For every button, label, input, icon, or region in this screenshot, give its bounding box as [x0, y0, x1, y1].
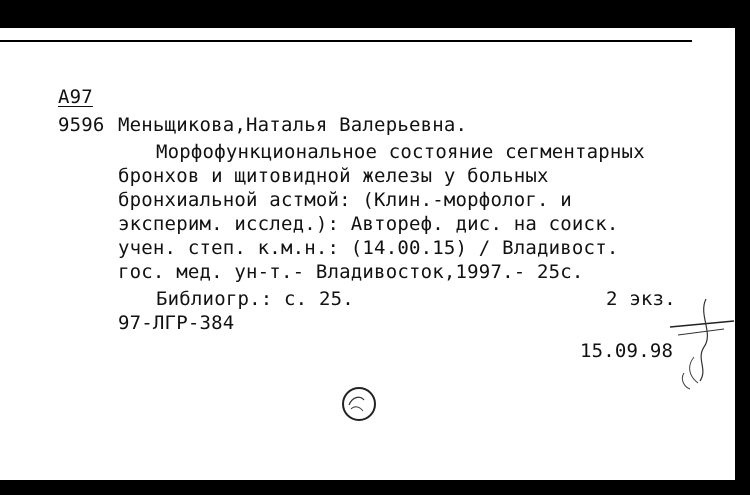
- card-top-edge: [0, 28, 692, 42]
- title-line-3: бронхиальной астмой: (Клин.-морфолог. и: [118, 189, 572, 211]
- author-line: Меньщикова,Наталья Валерьевна.: [118, 114, 468, 136]
- title-line-4: эксперим. исслед.): Автореф. дис. на соиск.: [118, 213, 619, 235]
- handwritten-mark: [668, 295, 736, 395]
- date-stamp: 15.09.98: [580, 340, 674, 362]
- title-line-5: учен. степ. к.м.н.: (14.00.15) / Владивост.: [118, 237, 619, 259]
- title-line-2: бронхов и щитовидной железы у больных: [118, 165, 549, 187]
- accession-number: 97-ЛГР-384: [118, 312, 235, 334]
- card-code: А97: [58, 86, 93, 108]
- title-line-1: Морфофункциональное состояние сегментарных: [156, 141, 645, 163]
- copies-count: 2 экз.: [606, 288, 676, 310]
- bibliography-note: Библиогр.: с. 25.: [156, 288, 354, 310]
- title-line-6: гос. мед. ун-т.- Владивосток,1997.- 25с.: [118, 261, 584, 283]
- inventory-number: 9596: [58, 114, 105, 136]
- punch-hole-mark: [340, 385, 378, 423]
